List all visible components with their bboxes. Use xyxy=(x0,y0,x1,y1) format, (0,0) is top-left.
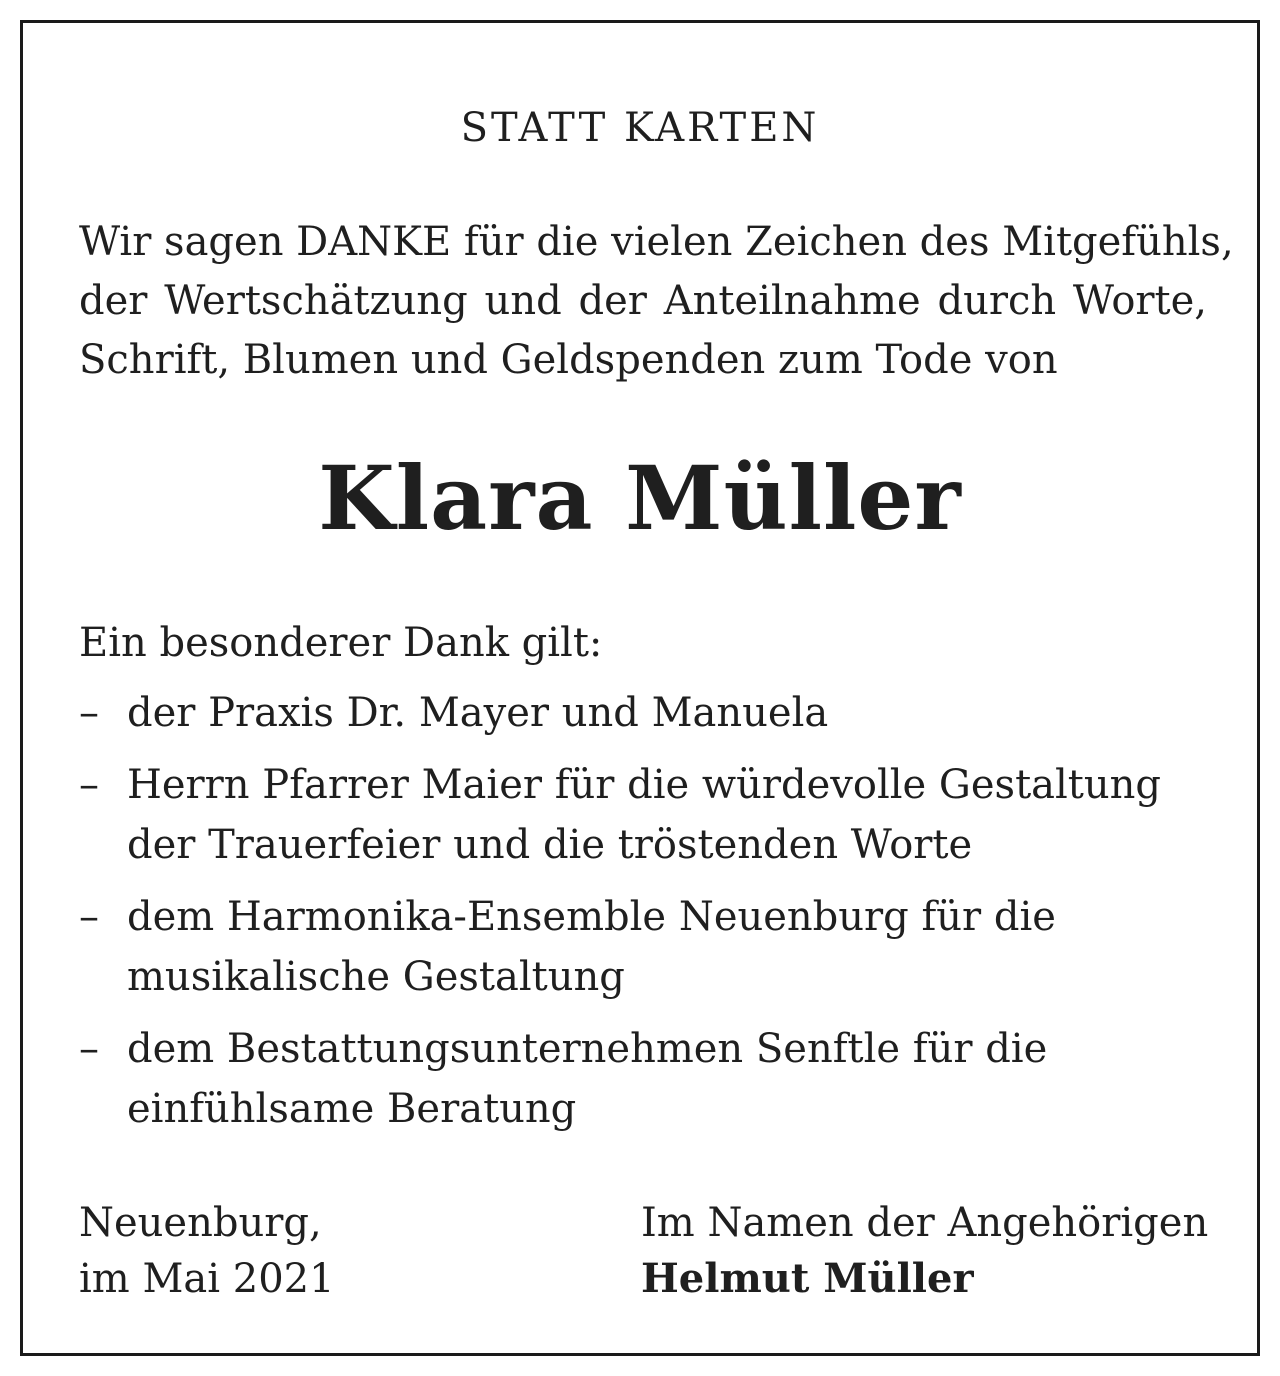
thanks-item xyxy=(79,755,1219,875)
thanks-item xyxy=(79,683,1219,743)
thanks-item-line: dem Harmonika-Ensemble Neuenburg für die xyxy=(127,894,1056,940)
date-line: im Mai 2021 xyxy=(79,1256,335,1302)
dash-marker: – xyxy=(79,894,99,940)
intro-line: der Wertschätzung und der Anteilnahme durch Worte, xyxy=(79,278,1207,324)
thanks-list xyxy=(79,683,1219,1151)
thanks-intro: Ein besonderer Dank gilt: xyxy=(79,620,603,666)
dash-marker: – xyxy=(79,1026,99,1072)
thanks-item-line: der Trauerfeier und die tröstenden Worte xyxy=(127,822,973,868)
place-line: Neuenburg, xyxy=(79,1200,322,1246)
dash-marker: – xyxy=(79,690,99,736)
dash-marker: – xyxy=(79,762,99,808)
signature-block xyxy=(641,1195,1208,1307)
obituary-frame xyxy=(20,20,1260,1356)
place-date xyxy=(79,1195,335,1307)
header-statt-karten: STATT KARTEN xyxy=(460,105,820,151)
intro-line: Wir sagen DANKE für die vielen Zeichen des Mitgefühls, xyxy=(79,219,1234,265)
signer-name: Helmut Müller xyxy=(641,1255,974,1302)
thanks-item-line: der Praxis Dr. Mayer und Manuela xyxy=(127,690,829,736)
thanks-item-line: Herrn Pfarrer Maier für die würdevolle Gestaltung xyxy=(127,762,1162,808)
intro-paragraph xyxy=(79,213,1234,390)
thanks-item-line: dem Bestattungsunternehmen Senftle für die xyxy=(127,1026,1048,1072)
signature-intro: Im Namen der Angehörigen xyxy=(641,1200,1209,1246)
deceased-name: Klara Müller xyxy=(318,446,962,550)
thanks-item xyxy=(79,887,1219,1007)
thanks-item-line: musikalische Gestaltung xyxy=(127,954,625,1000)
intro-line: Schrift, Blumen und Geldspenden zum Tode von xyxy=(79,337,1058,383)
thanks-item xyxy=(79,1019,1219,1139)
thanks-item-line: einfühlsame Beratung xyxy=(127,1086,577,1132)
